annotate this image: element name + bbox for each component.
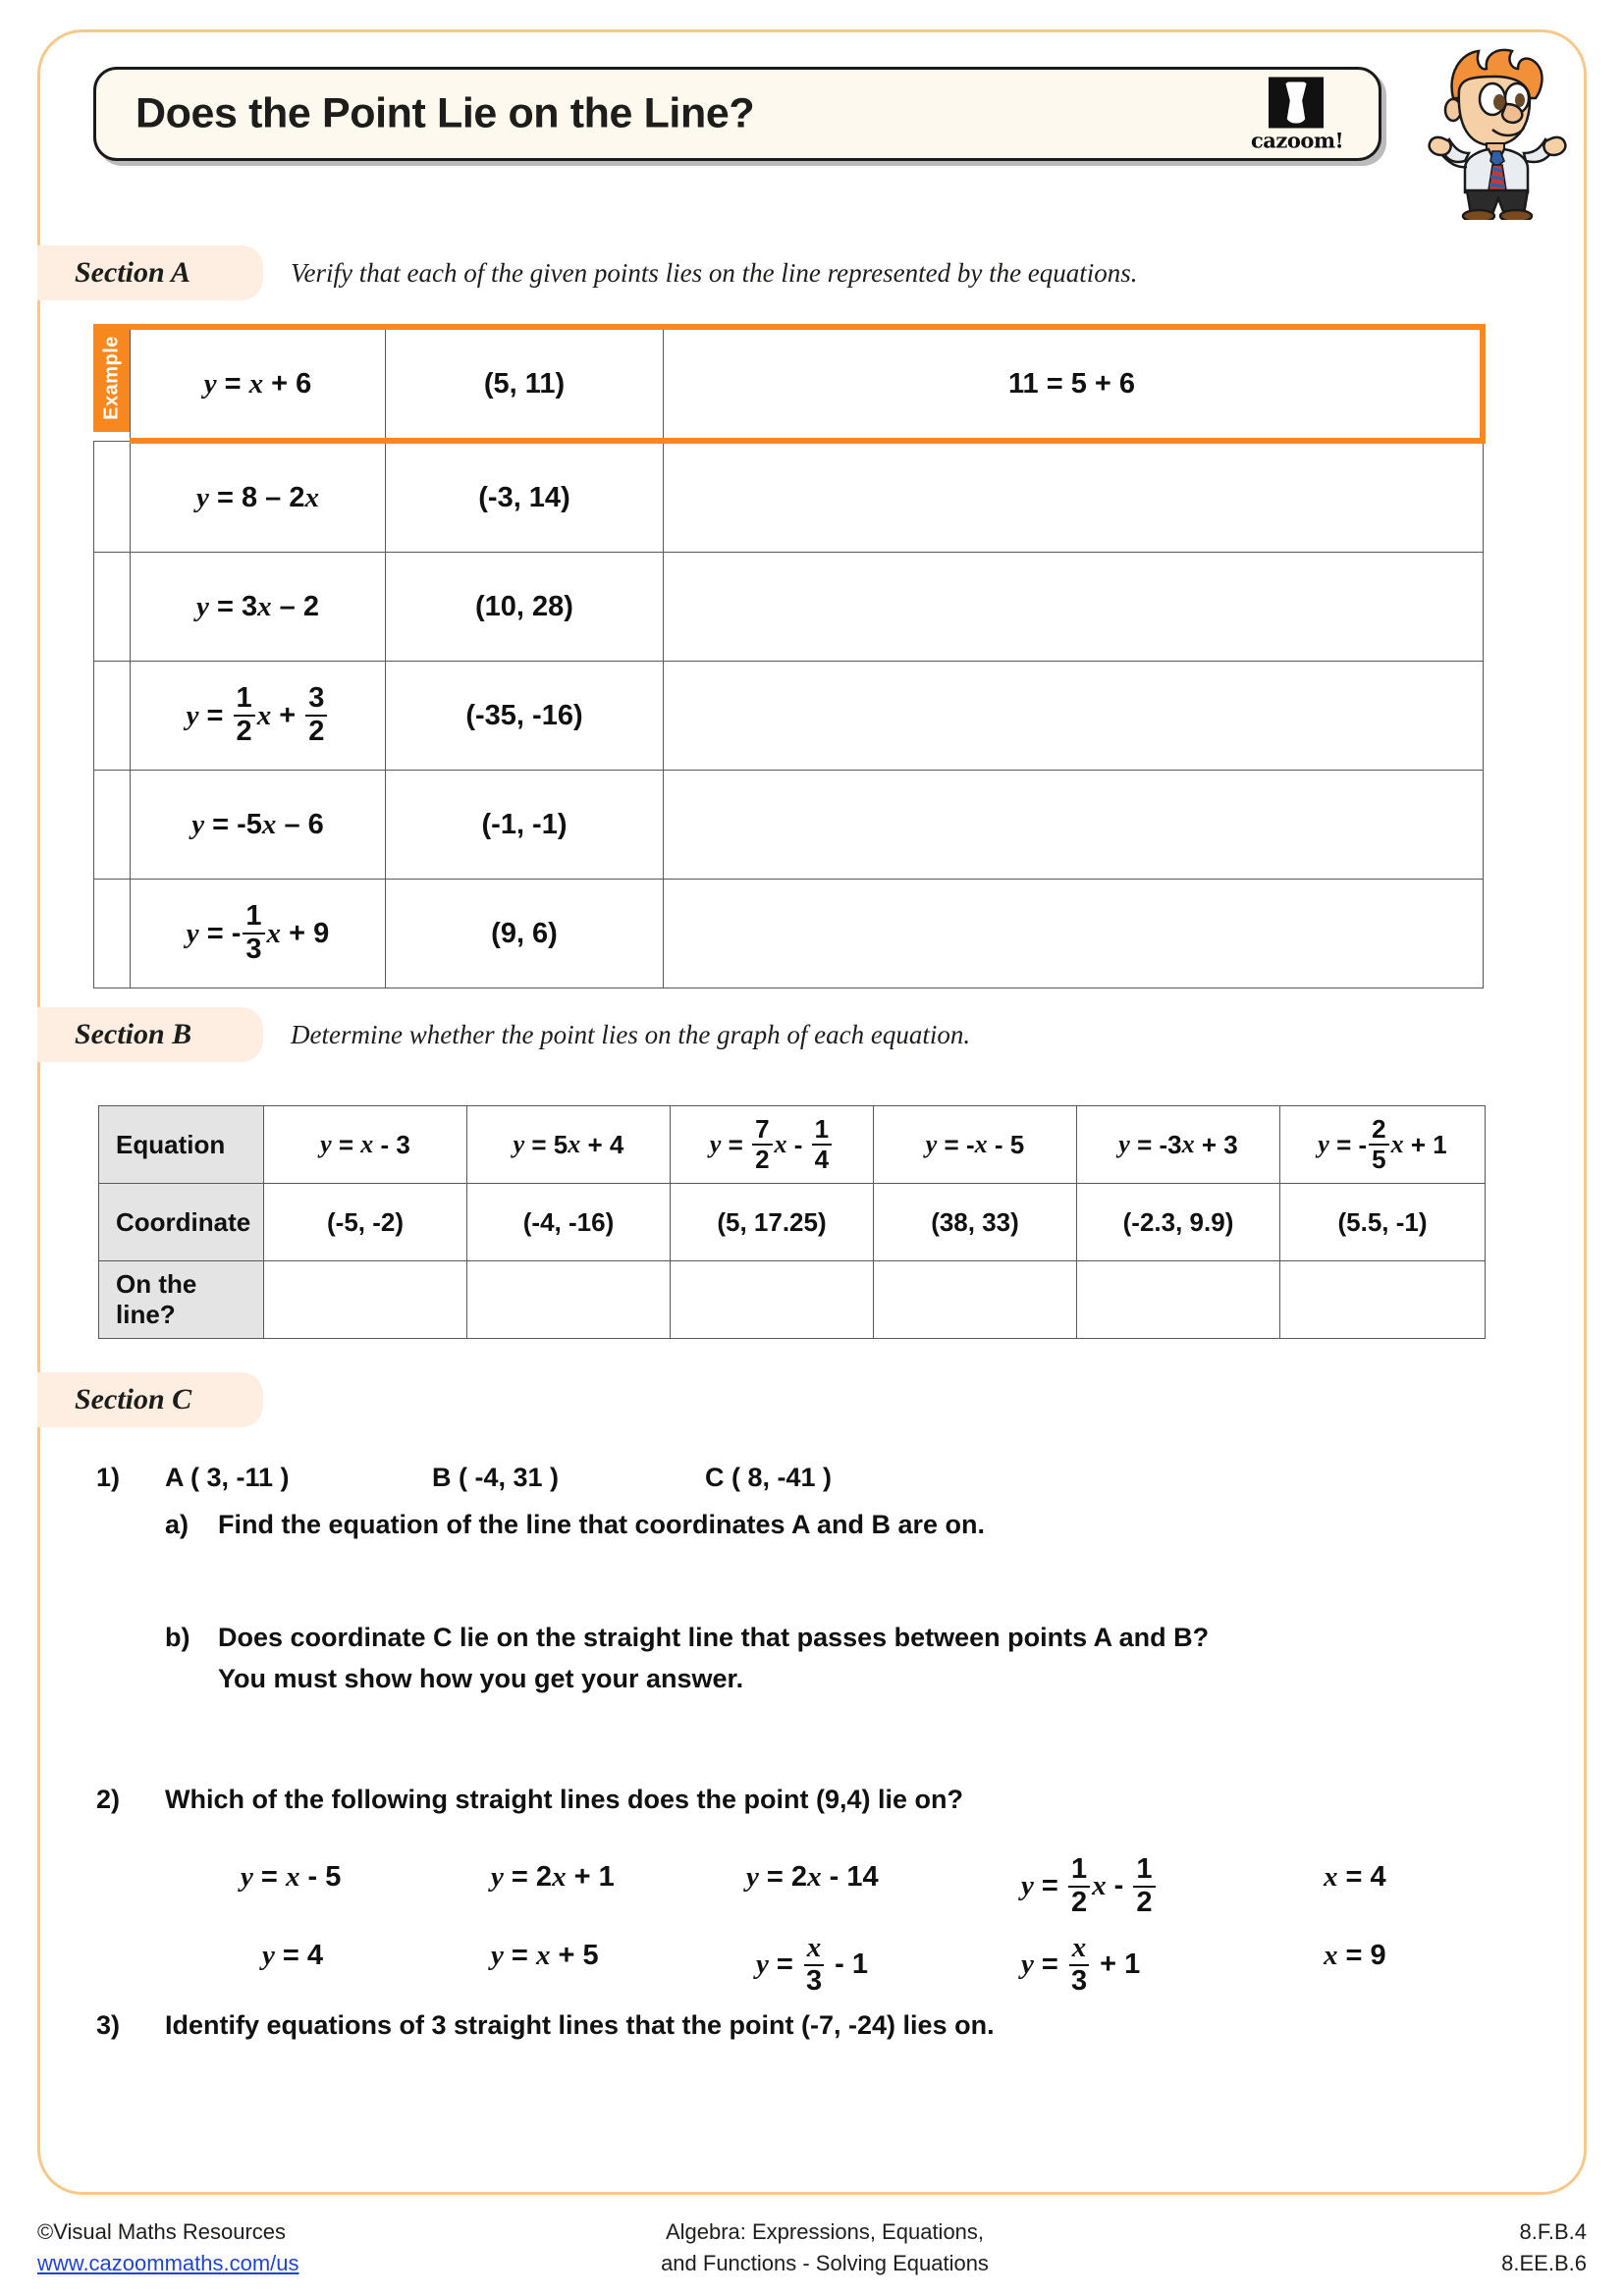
table-row-equations bbox=[99, 1106, 1486, 1184]
mascot-character-icon bbox=[1402, 45, 1575, 220]
coordinate-cell bbox=[386, 880, 664, 988]
coordinate-value: (5, 11) bbox=[483, 367, 566, 400]
answer-cell[interactable] bbox=[664, 771, 1484, 880]
working-cell bbox=[664, 327, 1484, 441]
title-banner bbox=[93, 67, 1381, 161]
question-2-option-6: y = 4 bbox=[262, 1940, 324, 1971]
table-row bbox=[94, 771, 1484, 880]
section-c-pill bbox=[37, 1372, 263, 1427]
row-index-cell bbox=[94, 553, 131, 662]
coordinate-value: (5.5, -1) bbox=[1337, 1206, 1428, 1237]
coordinate-value: (5, 17.25) bbox=[717, 1206, 827, 1237]
coordinate-cell bbox=[874, 1184, 1077, 1261]
section-a-instruction: Verify that each of the given points lies on the line represented by the equations. bbox=[291, 258, 1138, 288]
answer-cell[interactable] bbox=[664, 441, 1484, 553]
equation-cell: y = -5 x – 6 bbox=[131, 771, 386, 880]
topic-line-2: and Functions - Solving Equations bbox=[661, 2250, 989, 2275]
answer-cell[interactable] bbox=[671, 1261, 874, 1339]
coordinate-cell bbox=[386, 662, 664, 771]
answer-cell[interactable] bbox=[1280, 1261, 1486, 1339]
answer-cell[interactable] bbox=[874, 1261, 1077, 1339]
answer-cell[interactable] bbox=[664, 662, 1484, 771]
equation-cell: y = - $\frac{2}{5}$ x + 1 bbox=[1280, 1106, 1486, 1184]
table-row bbox=[94, 553, 1484, 662]
section-b-pill bbox=[37, 1007, 263, 1062]
table-row bbox=[94, 880, 1484, 988]
standard-code-1: 8.F.B.4 bbox=[1519, 2219, 1587, 2244]
table-row-coordinates bbox=[99, 1184, 1486, 1261]
equation-cell: y = x + 6 bbox=[131, 327, 386, 441]
table-row bbox=[94, 327, 1484, 441]
equation-cell: y = x - 3 bbox=[264, 1106, 467, 1184]
question-2-option-9: y = $\frac{x}{3}$ + 1 bbox=[1021, 1932, 1141, 1997]
section-b-label: Section B bbox=[75, 1018, 192, 1050]
row-header-equation: Equation bbox=[99, 1106, 264, 1184]
table-row-answers bbox=[99, 1261, 1486, 1339]
footer-topic bbox=[609, 2216, 1041, 2279]
coordinate-value: (-1, -1) bbox=[481, 808, 568, 840]
logo-wordmark: cazoom! bbox=[1251, 128, 1344, 153]
equation-cell: y = $\frac{1}{2}$ x + $\frac{3}{2}$ bbox=[131, 662, 386, 771]
cazoom-logo bbox=[1251, 78, 1344, 153]
question-1-point-a: A ( 3, -11 ) bbox=[165, 1463, 290, 1492]
equation-cell: y = 3 x – 2 bbox=[131, 553, 386, 662]
section-a-table bbox=[93, 324, 1486, 988]
section-c-label: Section C bbox=[75, 1383, 192, 1415]
answer-cell[interactable] bbox=[467, 1261, 671, 1339]
coordinate-cell bbox=[1077, 1184, 1280, 1261]
coordinate-cell bbox=[671, 1184, 874, 1261]
question-2-option-10: x = 9 bbox=[1324, 1940, 1386, 1971]
coordinate-value: (-4, -16) bbox=[522, 1206, 615, 1237]
section-a-label: Section A bbox=[75, 256, 191, 289]
coordinate-cell bbox=[264, 1184, 467, 1261]
coordinate-cell bbox=[386, 441, 664, 553]
row-index-cell bbox=[94, 441, 131, 553]
question-2-option-5: x = 4 bbox=[1324, 1861, 1386, 1893]
equation-cell: y = $\frac{7}{2}$ x - $\frac{1}{4}$ bbox=[671, 1106, 874, 1184]
question-1-point-b: B ( -4, 31 ) bbox=[432, 1463, 560, 1492]
question-2-number: 2) bbox=[96, 1785, 121, 1814]
equation-cell: y = - x - 5 bbox=[874, 1106, 1077, 1184]
question-2-option-7: y = x + 5 bbox=[491, 1940, 599, 1971]
coordinate-cell bbox=[386, 553, 664, 662]
drum-icon bbox=[1269, 78, 1324, 129]
answer-cell[interactable] bbox=[664, 553, 1484, 662]
example-tab-cell bbox=[94, 327, 131, 441]
example-tab-label: Example bbox=[100, 336, 122, 420]
row-header-on-the-line: On the line? bbox=[99, 1261, 264, 1339]
website-link[interactable]: www.cazoommaths.com/us bbox=[37, 2250, 299, 2275]
row-index-cell bbox=[94, 880, 131, 988]
question-1b-label: b) bbox=[165, 1623, 190, 1652]
question-1b-text-line2: You must show how you get your answer. bbox=[218, 1664, 744, 1693]
coordinate-cell bbox=[467, 1184, 671, 1261]
coordinate-value: (-5, -2) bbox=[327, 1206, 404, 1237]
row-index-cell bbox=[94, 771, 131, 880]
question-1-point-c: C ( 8, -41 ) bbox=[705, 1463, 833, 1492]
question-2-option-8: y = $\frac{x}{3}$ - 1 bbox=[756, 1932, 868, 1997]
question-1b-text-line1: Does coordinate C lie on the straight line that passes between points A and B? bbox=[218, 1623, 1210, 1652]
section-a-pill bbox=[37, 245, 263, 300]
coordinate-cell bbox=[386, 327, 664, 441]
section-b-instruction: Determine whether the point lies on the graph of each equation. bbox=[291, 1020, 971, 1049]
table-row bbox=[94, 662, 1484, 771]
coordinate-value: (-3, 14) bbox=[478, 481, 570, 513]
working-value: 11 = 5 + 6 bbox=[1007, 367, 1135, 400]
question-2-option-1: y = x - 5 bbox=[241, 1861, 342, 1893]
question-2-option-2: y = 2 x + 1 bbox=[491, 1861, 615, 1893]
question-3-text: Identify equations of 3 straight lines that the point (-7, -24) lies on. bbox=[165, 2010, 995, 2040]
copyright-text: ©Visual Maths Resources bbox=[37, 2219, 287, 2244]
question-2-option-4: y = $\frac{1}{2}$ x - $\frac{1}{2}$ bbox=[1021, 1855, 1158, 1917]
coordinate-cell bbox=[386, 771, 664, 880]
coordinate-value: (10, 28) bbox=[475, 590, 573, 622]
coordinate-value: (38, 33) bbox=[931, 1206, 1019, 1237]
page-title: Does the Point Lie on the Line? bbox=[135, 89, 755, 137]
coordinate-value: (-2.3, 9.9) bbox=[1122, 1206, 1234, 1237]
row-index-cell bbox=[94, 662, 131, 771]
footer-standards bbox=[1501, 2216, 1587, 2279]
table-row bbox=[94, 441, 1484, 553]
question-2-text: Which of the following straight lines does the point (9,4) lie on? bbox=[165, 1785, 963, 1814]
coordinate-value: (-35, -16) bbox=[465, 699, 583, 731]
equation-cell: y = - $\frac{1}{3}$ x + 9 bbox=[131, 880, 386, 988]
question-2-option-3: y = 2 x - 14 bbox=[746, 1861, 879, 1893]
question-1a-label: a) bbox=[165, 1510, 189, 1539]
row-header-coordinate: Coordinate bbox=[99, 1184, 264, 1261]
standard-code-2: 8.EE.B.6 bbox=[1501, 2250, 1587, 2275]
answer-cell[interactable] bbox=[664, 880, 1484, 988]
question-1a-text: Find the equation of the line that coordinates A and B are on. bbox=[218, 1510, 986, 1539]
equation-cell: y = 8 – 2 x bbox=[131, 441, 386, 553]
question-1-number: 1) bbox=[96, 1463, 121, 1492]
equation-cell: y = -3 x + 3 bbox=[1077, 1106, 1280, 1184]
coordinate-value: (9, 6) bbox=[491, 917, 558, 949]
section-b-table bbox=[98, 1105, 1486, 1339]
coordinate-cell bbox=[1280, 1184, 1486, 1261]
answer-cell[interactable] bbox=[264, 1261, 467, 1339]
question-3-number: 3) bbox=[96, 2010, 121, 2040]
equation-cell: y = 5 x + 4 bbox=[467, 1106, 671, 1184]
footer-left bbox=[37, 2216, 299, 2279]
answer-cell[interactable] bbox=[1077, 1261, 1280, 1339]
topic-line-1: Algebra: Expressions, Equations, bbox=[665, 2219, 985, 2244]
